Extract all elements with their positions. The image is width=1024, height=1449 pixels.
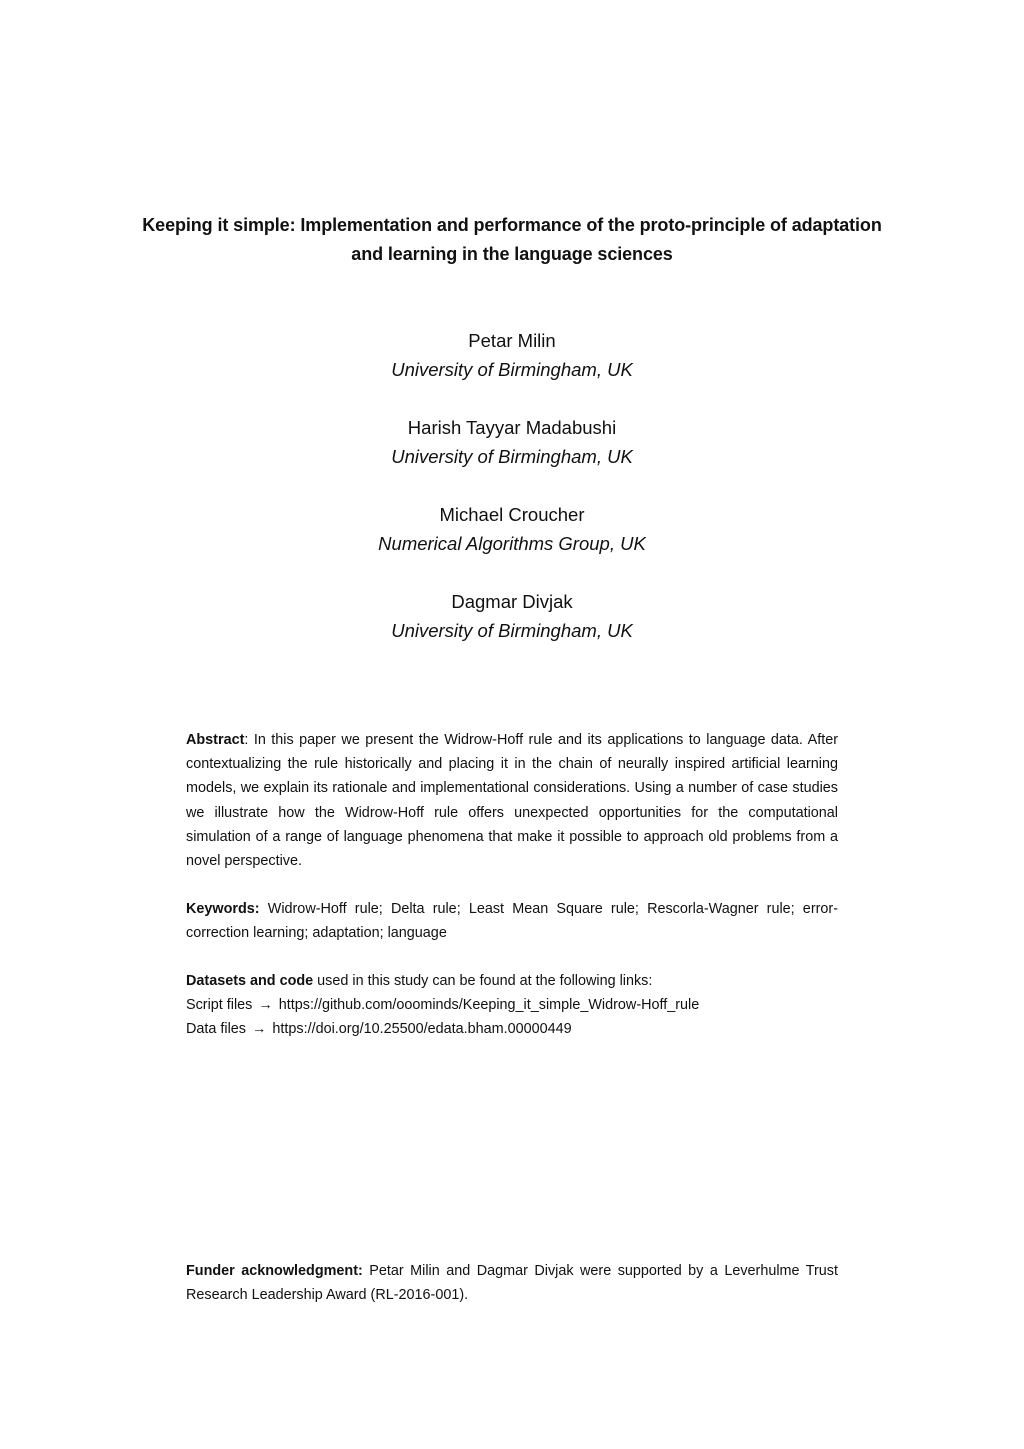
author-name: Dagmar Divjak [451, 591, 573, 612]
author-list [212, 326, 812, 674]
right-arrow-icon: → [252, 1021, 267, 1038]
title-line-2: and learning in the language sciences [351, 244, 673, 264]
funder-label: Funder acknowledgment: [186, 1263, 363, 1279]
script-files-label: Script files [186, 997, 257, 1014]
author-entry [212, 587, 812, 645]
data-files-link[interactable]: https://doi.org/10.25500/edata.bham.00000449 [268, 1021, 572, 1038]
author-entry [212, 413, 812, 471]
title-line-1: Keeping it simple: Implementation and performance of the proto-principle of adaptation [142, 215, 882, 235]
author-affiliation: Numerical Algorithms Group, UK [378, 533, 646, 554]
keywords-label: Keywords: [186, 901, 260, 917]
keywords-text: Widrow-Hoff rule; Delta rule; Least Mean Square rule; Rescorla-Wagner rule; error-correction learning; adaptation; language [186, 901, 838, 942]
author-entry [212, 500, 812, 558]
data-files-line [186, 1017, 838, 1041]
author-name: Harish Tayyar Madabushi [407, 417, 617, 438]
abstract-text: : In this paper we present the Widrow-Hoff rule and its applications to language data. After contextualizing the rule historically and placing it in the chain of neurally inspired artificial learning models, we explain its rationale and implementational considerations. Using a number of case studies we illustrate how the Widrow-Hoff rule offers unexpected opportunities for the computational simulation of a range of language phenomena that make it possible to approach old problems from a novel perspective. [186, 732, 838, 870]
datasets-label: Datasets and code [186, 973, 314, 989]
author-affiliation: University of Birmingham, UK [391, 446, 633, 467]
funder-text: Petar Milin and Dagmar Divjak were supported by a Leverhulme Trust Research Leadership Award (RL-2016-001). [186, 1263, 838, 1304]
right-arrow-icon: → [258, 997, 273, 1014]
author-name: Michael Croucher [439, 504, 585, 525]
datasets-text: used in this study can be found at the following links: [313, 973, 653, 989]
abstract-paragraph [186, 728, 838, 873]
data-files-label: Data files [186, 1021, 250, 1038]
author-name: Petar Milin [468, 330, 556, 351]
author-affiliation: University of Birmingham, UK [391, 359, 633, 380]
script-files-link[interactable]: https://github.com/ooominds/Keeping_it_simple_Widrow-Hoff_rule [274, 997, 700, 1014]
datasets-intro [186, 969, 838, 993]
author-entry [212, 326, 812, 384]
datasets-section [186, 969, 838, 1042]
keywords-paragraph [186, 897, 838, 945]
funder-paragraph [186, 1259, 838, 1307]
paper-title [100, 211, 924, 269]
author-affiliation: University of Birmingham, UK [391, 620, 633, 641]
script-files-line [186, 993, 838, 1017]
abstract-label: Abstract [186, 732, 245, 748]
